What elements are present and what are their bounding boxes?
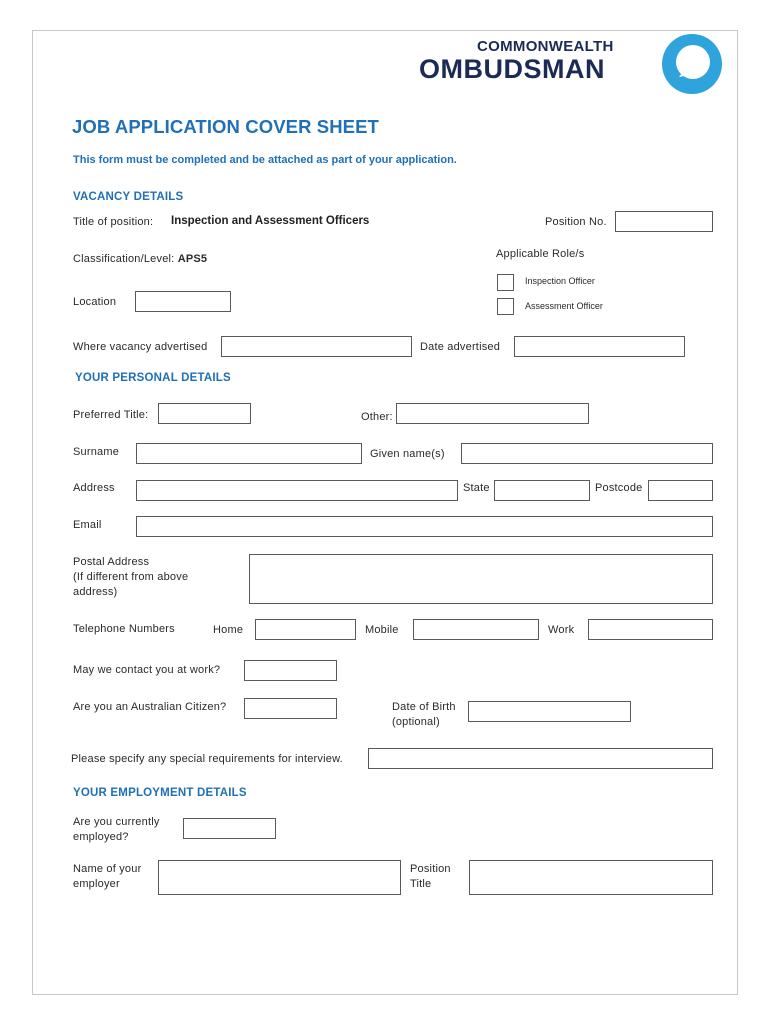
currently-employed-field[interactable] [183,818,276,839]
employment-heading: YOUR EMPLOYMENT DETAILS [73,787,247,799]
surname-label: Surname [73,446,120,458]
page-subtitle: This form must be completed and be attached as part of your application. [73,154,457,166]
assessment-officer-checkbox[interactable] [497,298,514,315]
employment-position-field[interactable] [469,860,713,895]
postal-address-label-1: Postal Address [73,556,150,568]
position-no-field[interactable] [615,211,713,232]
logo-line1: COMMONWEALTH [477,38,614,55]
advertised-label: Where vacancy advertised [73,341,208,353]
employer-label-2: employer [73,878,120,890]
postal-address-field[interactable] [249,554,713,604]
date-advertised-field[interactable] [514,336,685,357]
position-title-label: Title of position: [73,216,154,228]
postcode-label: Postcode [595,482,643,494]
postcode-field[interactable] [648,480,713,501]
employer-field[interactable] [158,860,401,895]
given-names-field[interactable] [461,443,713,464]
postal-address-label-2: (If different from above [73,571,189,583]
special-requirements-field[interactable] [368,748,713,769]
page-title: JOB APPLICATION COVER SHEET [72,116,379,137]
mobile-phone-label: Mobile [365,624,399,636]
logo-line2: OMBUDSMAN [419,54,605,84]
dob-label-1: Date of Birth [392,701,456,713]
position-title-label-1: Position [410,863,451,875]
roles-label: Applicable Role/s [496,248,585,260]
work-phone-field[interactable] [588,619,713,640]
email-label: Email [73,519,102,531]
form-page [32,30,738,995]
contact-at-work-field[interactable] [244,660,337,681]
employer-label-1: Name of your [73,863,142,875]
classification-label: Classification/Level: APS5 [73,253,208,265]
other-label: Other: [361,411,393,423]
home-phone-label: Home [213,624,244,636]
dob-field[interactable] [468,701,631,722]
preferred-title-field[interactable] [158,403,251,424]
email-field[interactable] [136,516,713,537]
postal-address-label-3: address) [73,586,118,598]
surname-field[interactable] [136,443,362,464]
contact-at-work-label: May we contact you at work? [73,664,221,676]
citizen-field[interactable] [244,698,337,719]
telephone-label: Telephone Numbers [73,623,175,635]
preferred-title-label: Preferred Title: [73,409,149,421]
inspection-officer-label: Inspection Officer [525,276,595,286]
personal-heading: YOUR PERSONAL DETAILS [75,372,231,384]
advertised-field[interactable] [221,336,412,357]
currently-employed-label-2: employed? [73,831,129,843]
citizen-label: Are you an Australian Citizen? [73,701,227,713]
work-phone-label: Work [548,624,575,636]
home-phone-field[interactable] [255,619,356,640]
address-label: Address [73,482,115,494]
position-title-value: Inspection and Assessment Officers [171,215,370,227]
speech-bubble-icon [661,33,723,95]
currently-employed-label-1: Are you currently [73,816,160,828]
assessment-officer-label: Assessment Officer [525,301,603,311]
date-advertised-label: Date advertised [420,341,501,353]
given-names-label: Given name(s) [370,448,445,460]
other-title-field[interactable] [396,403,589,424]
dob-label-2: (optional) [392,716,440,728]
location-label: Location [73,296,117,308]
position-title-label-2: Title [410,878,432,890]
vacancy-heading: VACANCY DETAILS [73,191,184,203]
state-label: State [463,482,490,494]
special-requirements-label: Please specify any special requirements for interview. [71,753,343,765]
mobile-phone-field[interactable] [413,619,539,640]
location-field[interactable] [135,291,231,312]
state-field[interactable] [494,480,590,501]
position-no-label: Position No. [545,216,607,228]
classification-value: APS5 [177,253,208,265]
inspection-officer-checkbox[interactable] [497,274,514,291]
address-field[interactable] [136,480,458,501]
